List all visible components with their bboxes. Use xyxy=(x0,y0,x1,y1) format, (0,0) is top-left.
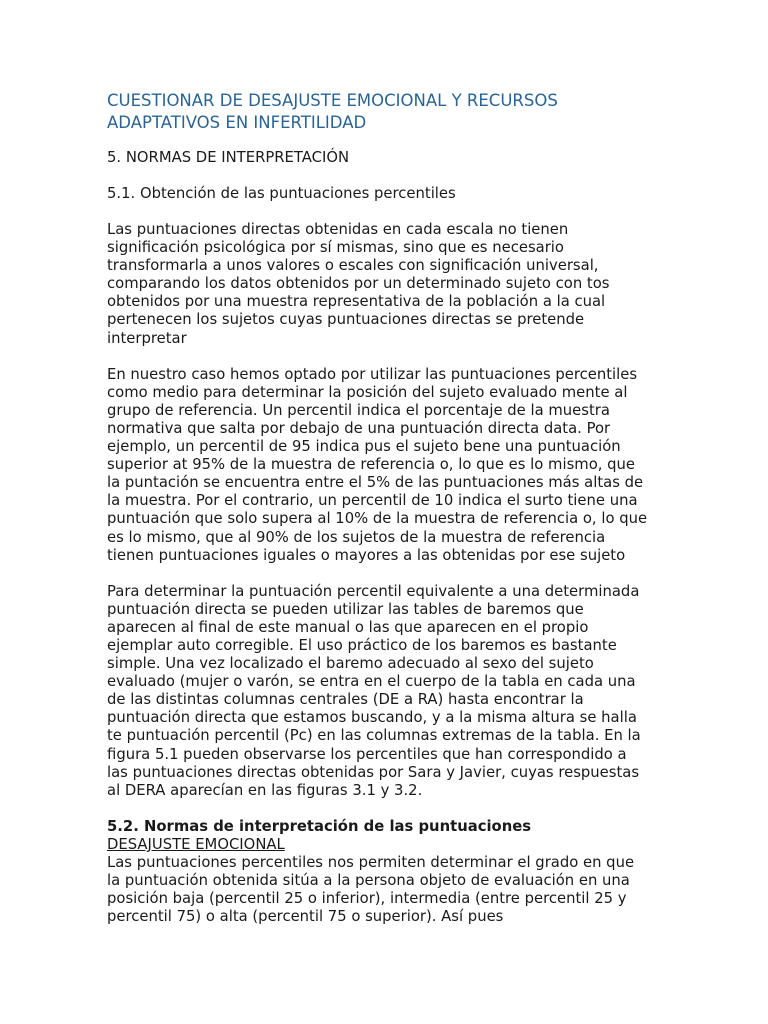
text-line: la muestra. Por el contrario, un percentil de 10 indica el surto tiene una xyxy=(107,492,638,510)
text-line: percentil 75) o alta (percentil 75 o superior). Así pues xyxy=(107,908,504,926)
text-line: En nuestro caso hemos optado por utilizar las puntuaciones percentiles xyxy=(107,365,638,383)
title-line: CUESTIONAR DE DESAJUSTE EMOCIONAL Y RECURSOS xyxy=(107,91,558,110)
text-line: grupo de referencia. Un percentil indica el porcentaje de la muestra xyxy=(107,401,610,419)
desajuste-emocional-heading: DESAJUSTE EMOCIONAL xyxy=(107,835,285,853)
paragraph-4 xyxy=(107,854,708,926)
text-line: superior at 95% de la muestra de referencia o, lo que es lo mismo, que xyxy=(107,456,636,474)
text-line: interpretar xyxy=(107,329,187,347)
norms-heading: 5.2. Normas de interpretación de las puntuaciones xyxy=(107,817,532,835)
text-line: figura 5.1 pueden observarse los percentiles que han correspondido a xyxy=(107,745,627,763)
text-line: Para determinar la puntuación percentil equivalente a una determinada xyxy=(107,582,640,600)
paragraph-3 xyxy=(107,583,708,800)
text-line: obtenidos por una muestra representativa de la población a la cual xyxy=(107,293,606,311)
text-line: simple. Una vez localizado el baremo adecuado al sexo del sujeto xyxy=(107,655,594,673)
text-line: la puntuación obtenida sitúa a la persona objeto de evaluación en una xyxy=(107,871,630,889)
text-line: Las puntuaciones percentiles nos permiten determinar el grado en que xyxy=(107,853,635,871)
text-line: como medio para determinar la posición del sujeto evaluado mente al xyxy=(107,383,628,401)
text-line: las puntuaciones directas obtenidas por Sara y Javier, cuyas respuestas xyxy=(107,763,640,781)
subsection-heading: 5.1. Obtención de las puntuaciones percentiles xyxy=(107,185,456,202)
text-line: puntuación directa que estamos buscando, y a la misma altura se halla xyxy=(107,709,637,727)
text-line: posición baja (percentil 25 o inferior), intermedia (entre percentil 25 y xyxy=(107,890,627,907)
text-line: aparecen al final de este manual o las que aparecen en el propio xyxy=(107,618,589,636)
text-line: puntuación que solo supera al 10% de la muestra de referencia o, lo que xyxy=(107,510,648,528)
text-line: comparando los datos obtenidos por un determinado sujeto con tos xyxy=(107,275,610,293)
paragraph-2 xyxy=(107,366,708,565)
text-line: normativa que salta por debajo de una puntuación directa data. Por xyxy=(107,419,611,437)
text-line: tienen puntuaciones iguales o mayores a las obtenidas por ese sujeto xyxy=(107,546,626,564)
text-line: ejemplar auto corregible. El uso práctico de los baremos es bastante xyxy=(107,636,617,654)
section-heading: 5. NORMAS DE INTERPRETACIÓN xyxy=(107,149,350,166)
text-line: pertenecen los sujetos cuyas puntuaciones directas se pretende xyxy=(107,311,585,329)
text-line: al DERA aparecían en las figuras 3.1 y 3.2. xyxy=(107,781,423,799)
text-line: evaluado (mujer o varón, se entra en el cuerpo de la tabla en cada una xyxy=(107,673,636,691)
text-line: significación psicológica por sí mismas, sino que es necesario xyxy=(107,239,564,257)
text-line: la puntación se encuentra entre el 5% de las puntuaciones más altas de xyxy=(107,474,644,492)
text-line: puntuación directa se pueden utilizar las tables de baremos que xyxy=(107,600,584,618)
paragraph-1 xyxy=(107,221,708,348)
text-line: es lo mismo, que al 90% de los sujetos de la muestra de referencia xyxy=(107,528,606,546)
document-title xyxy=(107,90,708,134)
text-line: de las distintas columnas centrales (DE a RA) hasta encontrar la xyxy=(107,691,584,709)
title-line: ADAPTATIVOS EN INFERTILIDAD xyxy=(107,113,367,132)
text-line: ejemplo, un percentil de 95 indica pus el sujeto bene una puntuación xyxy=(107,438,621,456)
text-line: Las puntuaciones directas obtenidas en cada escala no tienen xyxy=(107,221,569,238)
text-line: te puntuación percentil (Pc) en las columnas extremas de la tabla. En la xyxy=(107,727,641,745)
text-line: transformarla a unos valores o escales con significación universal, xyxy=(107,257,599,275)
